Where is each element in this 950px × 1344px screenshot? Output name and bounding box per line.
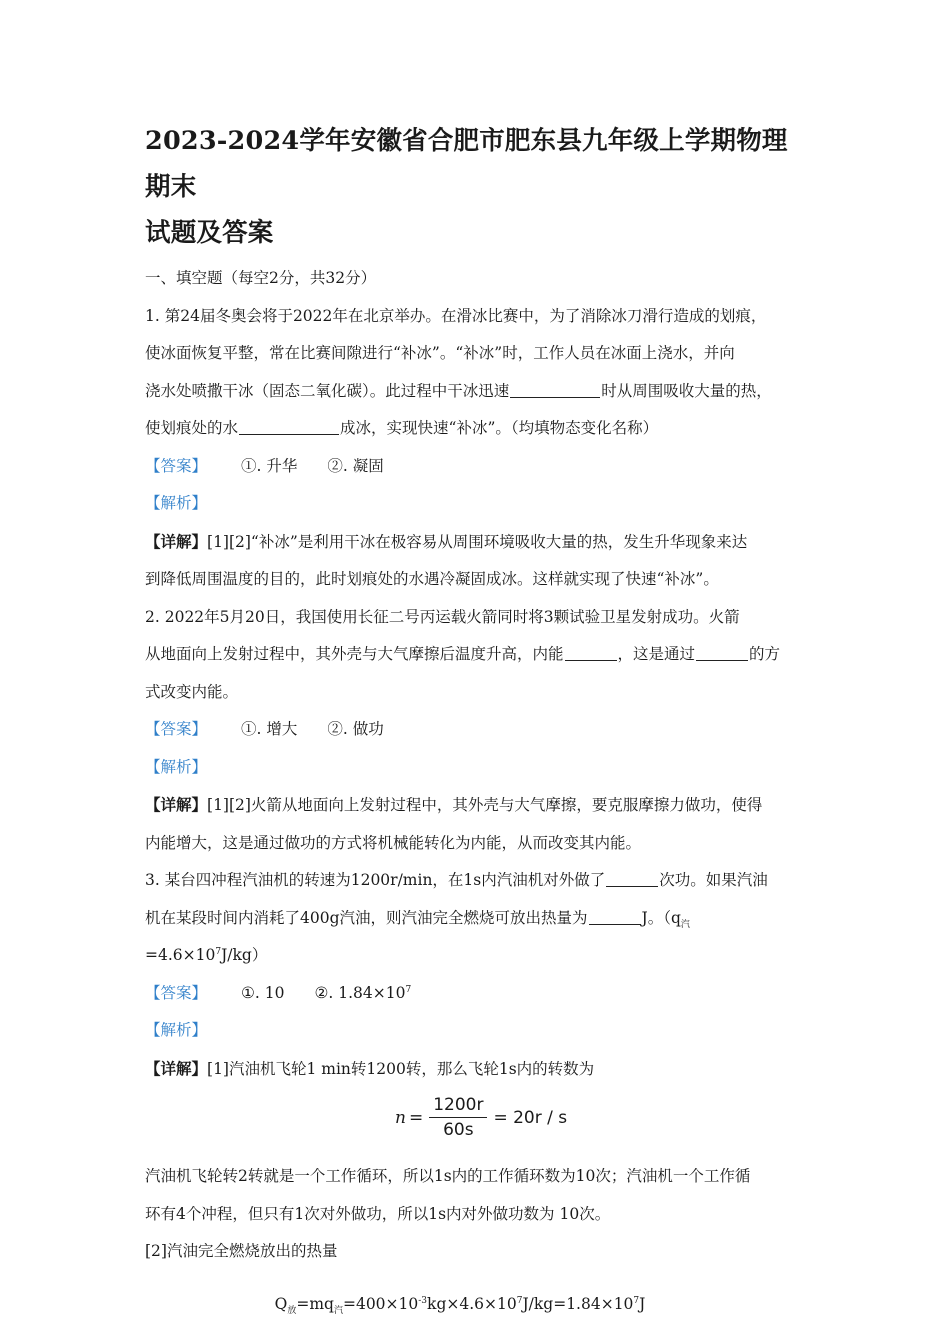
q1-line-3-tail: 时从周围吸收大量的热， bbox=[601, 381, 772, 400]
q2-line-2-mid: ，这是通过 bbox=[617, 645, 696, 663]
q1-line-4-text: 使划痕处的水 bbox=[145, 419, 239, 437]
q3-line-3 bbox=[145, 937, 807, 975]
formula-denominator: 60s bbox=[443, 1120, 474, 1140]
q3-detail-1 bbox=[145, 1050, 807, 1089]
q2-detail-1-text: [1][2]火箭从地面向上发射过程中，其外壳与大气摩擦，要克服摩擦力做功，使得 bbox=[207, 796, 763, 814]
answer-tag: 【答案】 bbox=[145, 983, 208, 1002]
document-title bbox=[145, 118, 807, 256]
eq-unit: J bbox=[639, 1295, 646, 1313]
answer-tag: 【答案】 bbox=[145, 720, 208, 738]
q3-blank-1 bbox=[606, 868, 658, 887]
q2-answer-2: ②. 做功 bbox=[327, 720, 384, 738]
title-line-2: 试题及答案 bbox=[145, 218, 274, 248]
eq-mq: =mq bbox=[296, 1295, 334, 1313]
detail-tag: 【详解】 bbox=[145, 531, 208, 551]
q1-answer-2: ②. 凝固 bbox=[327, 456, 384, 475]
q1-detail-2: 到降低周围温度的目的，此时划痕处的水遇冷凝固成冰。这样就实现了快速“补冰”。 bbox=[145, 570, 719, 588]
eq-mass: =400×10 bbox=[342, 1295, 419, 1313]
q1-analysis bbox=[145, 485, 807, 523]
q3-line-1-tail: 次功。如果汽油 bbox=[659, 871, 768, 889]
q1-detail-1-text: [1][2]“补冰”是利用干冰在极容易从周围环境吸收大量的热，发生升华现象来达 bbox=[207, 532, 748, 551]
detail-tag: 【详解】 bbox=[145, 795, 208, 814]
q2-blank-2 bbox=[696, 642, 748, 661]
rpm-formula bbox=[145, 1092, 807, 1152]
q1-detail-1 bbox=[145, 523, 807, 562]
formula-expression bbox=[395, 1094, 567, 1141]
q3-line-3-text: =4.6×10 bbox=[145, 946, 216, 964]
eq-mass-sup: -3 bbox=[418, 1295, 428, 1306]
eq-q-sub: 放 bbox=[287, 1306, 297, 1317]
eq-q-value-sup: 7 bbox=[516, 1295, 523, 1306]
q3-q-subscript: 汽 bbox=[680, 919, 690, 930]
analysis-tag: 【解析】 bbox=[145, 494, 208, 512]
q1-line-3-text: 浇水处喷撒干冰（固态二氧化碳）。此过程中干冰迅速 bbox=[145, 381, 510, 400]
q1-answer bbox=[145, 448, 807, 486]
q3-line-2-tail: J。（q bbox=[641, 908, 681, 927]
q2-analysis bbox=[145, 749, 807, 787]
title-line-1: 2023-2024学年安徽省合肥市肥东县九年级上学期物理期末 bbox=[145, 126, 788, 202]
q3-line-1 bbox=[145, 862, 807, 900]
q3-answer bbox=[145, 975, 807, 1013]
detail-tag: 【详解】 bbox=[145, 1058, 208, 1078]
q3-line-3-sup: 7 bbox=[215, 946, 222, 957]
formula-rhs: = 20r / s bbox=[493, 1107, 568, 1128]
eq-result: J/kg=1.84×10 bbox=[522, 1295, 634, 1313]
q1-blank-1 bbox=[510, 379, 600, 398]
eq-q-value: kg×4.6×10 bbox=[427, 1295, 517, 1313]
formula-numerator: 1200r bbox=[429, 1094, 487, 1118]
q3-detail-3: 环有4个冲程，但只有1次对外做功，所以1s内对外做功数为 10次。 bbox=[145, 1204, 611, 1223]
q2-line-2-text: 从地面向上发射过程中，其外壳与大气摩擦后温度升高，内能 bbox=[145, 645, 564, 663]
q3-answer-2-text: ②. 1.84×10 bbox=[314, 983, 406, 1002]
q3-line-1-text: 3. 某台四冲程汽油机的转速为1200r/min，在1s内汽油机对外做了 bbox=[145, 871, 606, 889]
q3-detail-1-text: [1]汽油机飞轮1 min转1200转，那么飞轮1s内的转数为 bbox=[207, 1059, 595, 1078]
q1-answer-1: ①. 升华 bbox=[241, 456, 298, 475]
q2-detail-1 bbox=[145, 786, 807, 825]
question-2 bbox=[145, 599, 807, 863]
formula-fraction bbox=[429, 1094, 487, 1141]
q2-line-1: 2. 2022年5月20日，我国使用长征二号丙运载火箭同时将3颗试验卫星发射成功。火箭 bbox=[145, 607, 740, 626]
q3-answer-2 bbox=[315, 975, 412, 1013]
q2-blank-1 bbox=[565, 642, 617, 661]
question-1 bbox=[145, 298, 807, 599]
eq-mq-sub: 汽 bbox=[333, 1306, 343, 1317]
q1-line-4 bbox=[145, 410, 807, 448]
document-page bbox=[145, 118, 807, 1339]
eq-result-sup: 7 bbox=[633, 1295, 640, 1306]
q2-line-2 bbox=[145, 636, 807, 674]
analysis-tag: 【解析】 bbox=[145, 1021, 208, 1039]
question-3 bbox=[145, 862, 807, 1324]
q3-answer-1: ①. 10 bbox=[241, 983, 285, 1002]
q3-line-2 bbox=[145, 900, 807, 938]
q3-line-2-text: 机在某段时间内消耗了400g汽油，则汽油完全燃烧可放出热量为 bbox=[145, 908, 588, 927]
q3-line-3-tail: J/kg） bbox=[221, 946, 268, 964]
q3-answer-2-sup: 7 bbox=[405, 984, 412, 995]
answer-tag: 【答案】 bbox=[145, 456, 208, 475]
q2-answer-1: ①. 增大 bbox=[241, 720, 298, 738]
q1-line-4-tail: 成冰，实现快速“补冰”。（均填物态变化名称） bbox=[340, 419, 659, 437]
q1-line-1: 1. 第24届冬奥会将于2022年在北京举办。在滑冰比赛中，为了消除冰刀滑行造成的划痕， bbox=[145, 306, 767, 325]
q3-blank-2 bbox=[589, 906, 641, 925]
q2-line-2-tail: 的方 bbox=[749, 645, 781, 663]
q3-detail-4: [2]汽油完全燃烧放出的热量 bbox=[145, 1242, 338, 1260]
q1-line-3 bbox=[145, 373, 807, 411]
eq-q: Q bbox=[274, 1295, 288, 1313]
q2-answer bbox=[145, 711, 807, 749]
formula-equals: = bbox=[408, 1107, 424, 1128]
heat-equation bbox=[113, 1286, 807, 1324]
section-heading: 一、填空题（每空2分，共32分） bbox=[145, 269, 377, 287]
q3-detail-2: 汽油机飞轮转2转就是一个工作循环，所以1s内的工作循环数为10次；汽油机一个工作循 bbox=[145, 1167, 751, 1185]
formula-lhs: n bbox=[395, 1107, 406, 1128]
q2-line-3: 式改变内能。 bbox=[145, 682, 239, 701]
q2-detail-2: 内能增大，这是通过做功的方式将机械能转化为内能，从而改变其内能。 bbox=[145, 833, 642, 852]
analysis-tag: 【解析】 bbox=[145, 757, 208, 776]
q1-line-2: 使冰面恢复平整，常在比赛间隙进行“补冰”。“补冰”时，工作人员在冰面上浇水，并向 bbox=[145, 344, 735, 362]
q1-blank-2 bbox=[239, 416, 339, 435]
q3-analysis bbox=[145, 1012, 807, 1050]
